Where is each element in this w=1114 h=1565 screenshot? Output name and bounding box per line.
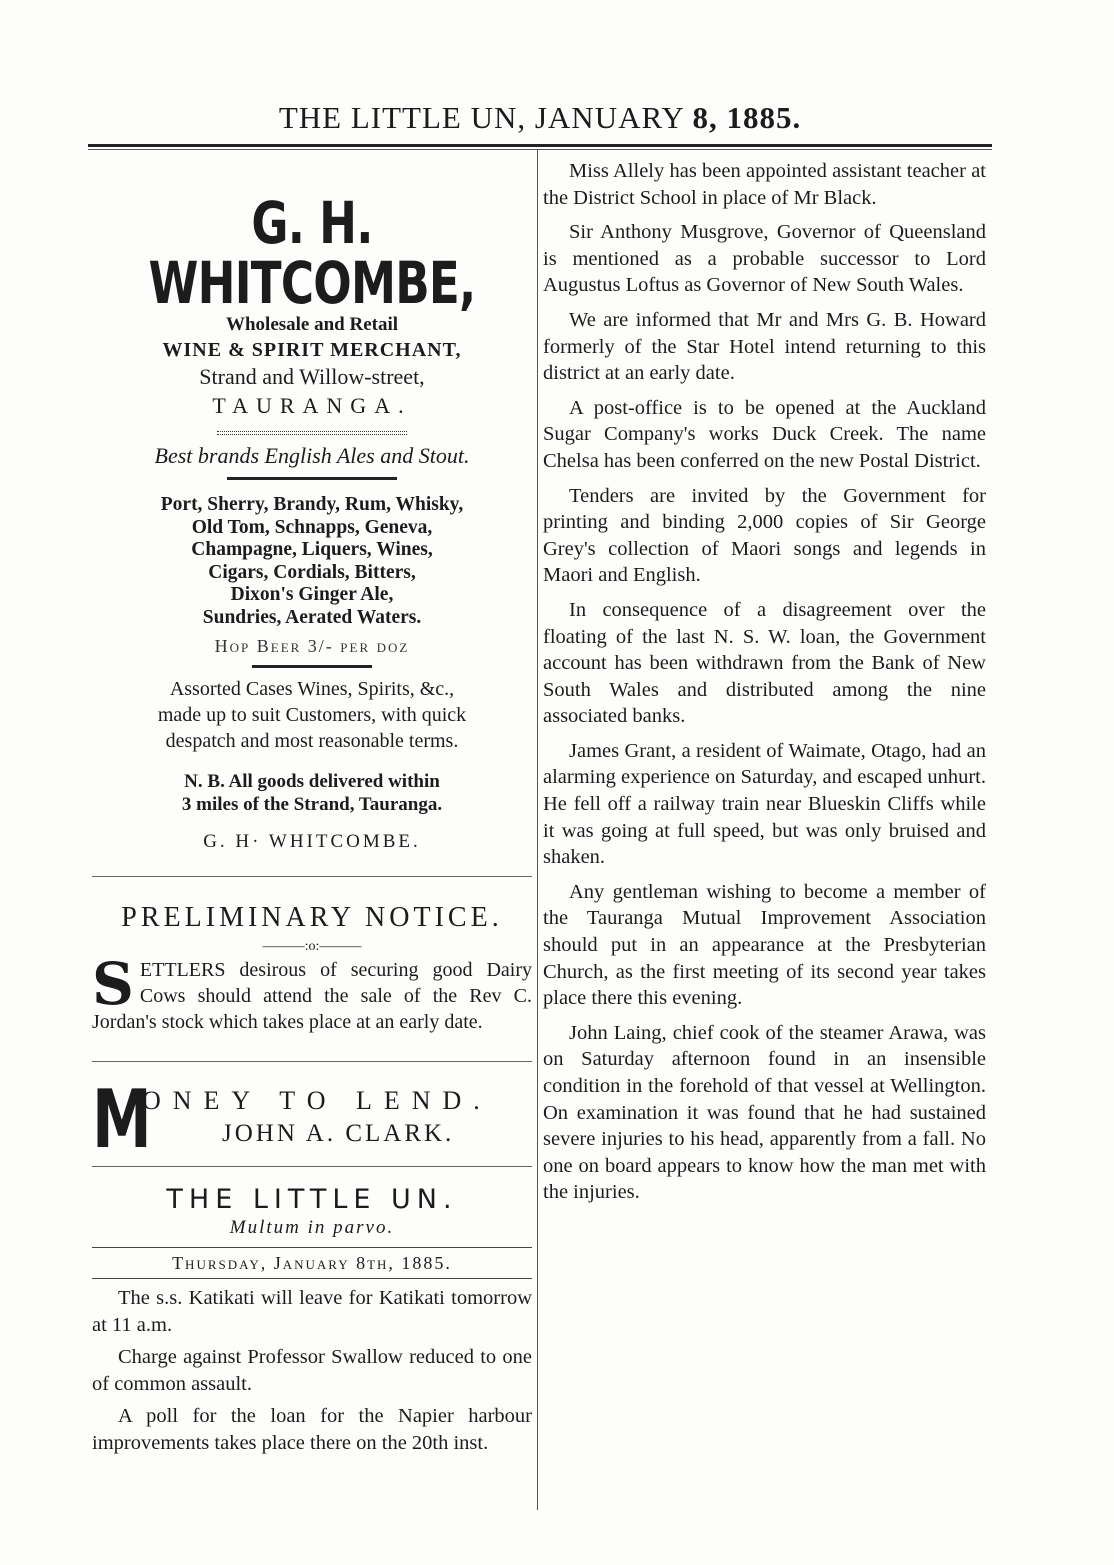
masthead-rule bbox=[88, 144, 992, 147]
money-to-lend bbox=[92, 1073, 532, 1166]
news-paragraph: We are informed that Mr and Mrs G. B. Howard formerly of the Star Hotel intend returning to this district at an early date. bbox=[543, 308, 986, 385]
masthead-rule-thin bbox=[88, 149, 992, 150]
advert-town: TAURANGA. bbox=[212, 393, 412, 418]
news-paragraph: Tenders are invited by the Government for printing and binding 2,000 copies of Sir George Grey's collection of Maori songs and legends in Maori and English. bbox=[543, 484, 986, 587]
product-line: Sundries, Aerated Waters. bbox=[202, 606, 422, 628]
news-paragraph: Any gentleman wishing to become a member of the Tauranga Mutual Improvement Association should put in an appearance at the Presbyterian Church, as the first meeting of its second year takes place there this evening. bbox=[543, 880, 986, 1010]
news-paragraph: A post-office is to be opened at the Auckland Sugar Company's works Duck Creek. The name Chelsa has been conferred on the new Postal District. bbox=[543, 396, 986, 472]
product-line: Port, Sherry, Brandy, Rum, Whisky, bbox=[160, 494, 464, 515]
little-un-title: THE LITTLE UN. bbox=[166, 1184, 458, 1215]
section-rule bbox=[92, 876, 532, 877]
masthead bbox=[90, 100, 990, 136]
advert-merchant: WINE & SPIRIT MERCHANT, bbox=[162, 339, 462, 361]
advert-ornament-rule bbox=[217, 431, 407, 435]
advert-subtitle: Wholesale and Retail bbox=[225, 314, 399, 335]
left-news bbox=[92, 1285, 532, 1457]
notice-body bbox=[92, 950, 532, 1035]
advert-signature: G. H· WHITCOMBE. bbox=[203, 831, 421, 852]
news-paragraph: Charge against Professor Swallow reduced to one of common assault. bbox=[92, 1346, 532, 1395]
section-rule bbox=[92, 1061, 532, 1062]
money-line1: ONEY TO LEND. bbox=[142, 1086, 492, 1115]
cases-line: made up to suit Customers, with quick bbox=[157, 704, 467, 726]
cases-line: Assorted Cases Wines, Spirits, &c., bbox=[169, 678, 455, 700]
advert-brands: Best brands English Ales and Stout. bbox=[154, 443, 470, 468]
little-un-date: Thursday, January 8th, 1885. bbox=[92, 1247, 532, 1276]
section-rule bbox=[92, 1166, 532, 1167]
news-paragraph: John Laing, chief cook of the steamer Arawa, was on Saturday afternoon found in an insensible condition in the forehold of that vessel at Wellington. On examination it was found that he had sustained severe injuries to his head, apparently from a fall. No one on board appears to know how the man met with the injuries. bbox=[543, 1021, 986, 1204]
masthead-title: THE LITTLE UN, bbox=[278, 100, 527, 135]
news-paragraph: James Grant, a resident of Waimate, Otago, had an alarming experience on Saturday, and escaped unhurt. He fell off a railway train near Blueskin Cliffs while it was going at full speed, but was only bruised and shaken. bbox=[543, 739, 986, 869]
product-line: Cigars, Cordials, Bitters, bbox=[208, 561, 416, 583]
notice-title: PRELIMINARY NOTICE. bbox=[121, 902, 503, 933]
product-line: Champagne, Liquers, Wines, bbox=[191, 539, 433, 560]
masthead-year: 1885. bbox=[726, 100, 802, 135]
masthead-day: 8, bbox=[692, 100, 718, 135]
column-divider bbox=[537, 150, 538, 1510]
little-un-date-rule bbox=[92, 1278, 532, 1279]
cases-line: despatch and most reasonable terms. bbox=[165, 730, 459, 752]
advert-title: G. H. WHITCOMBE, bbox=[148, 189, 476, 317]
notice-ornament: ———:o:——— bbox=[262, 939, 362, 954]
little-un-motto: Multum in parvo. bbox=[229, 1217, 395, 1238]
advert-cases bbox=[92, 676, 532, 754]
money-line2: JOHN A. CLARK. bbox=[222, 1120, 455, 1147]
advert-rule bbox=[227, 477, 397, 480]
advert-address: Strand and Willow-street, bbox=[199, 364, 425, 389]
advert-nb bbox=[92, 770, 532, 816]
notice-text: ETTLERS desirous of securing good Dairy Cows should attend the sale of the Rev C. Jordan's stock which takes place at an early date. bbox=[92, 959, 532, 1033]
money-dropcap: M bbox=[92, 1073, 152, 1166]
product-line: Dixon's Ginger Ale, bbox=[230, 584, 394, 605]
advert-rule-small bbox=[252, 665, 372, 668]
masthead-month: JANUARY bbox=[534, 100, 684, 135]
nb-line: 3 miles of the Strand, Tauranga. bbox=[181, 794, 443, 815]
advert-hop-beer: Hop Beer 3/- per doz bbox=[214, 636, 410, 656]
little-un-header bbox=[92, 1185, 532, 1279]
news-paragraph: In consequence of a disagreement over the floating of the last N. S. W. loan, the Government account has been withdrawn from the Bank of New South Wales and distributed among the nine associated banks. bbox=[543, 598, 986, 728]
nb-line: N. B. All goods delivered within bbox=[184, 771, 440, 792]
product-line: Old Tom, Schnapps, Geneva, bbox=[191, 516, 433, 538]
masthead-date bbox=[535, 100, 801, 135]
news-paragraph: Sir Anthony Musgrove, Governor of Queensland is mentioned as a probable successor to Lord Augustus Loftus as Governor of New South Wales. bbox=[543, 221, 986, 297]
notice-dropcap: S bbox=[92, 950, 134, 1018]
news-paragraph: The s.s. Katikati will leave for Katikati tomorrow at 11 a.m. bbox=[92, 1287, 532, 1336]
advert-products bbox=[92, 494, 532, 629]
left-column bbox=[92, 158, 532, 1463]
news-paragraph: Miss Allely has been appointed assistant teacher at the District School in place of Mr Black. bbox=[543, 160, 986, 209]
news-paragraph: A poll for the loan for the Napier harbour improvements takes place there on the 20th inst. bbox=[92, 1405, 532, 1454]
right-column bbox=[543, 158, 986, 1214]
whitcombe-advert bbox=[92, 189, 532, 856]
preliminary-notice bbox=[92, 901, 532, 1035]
